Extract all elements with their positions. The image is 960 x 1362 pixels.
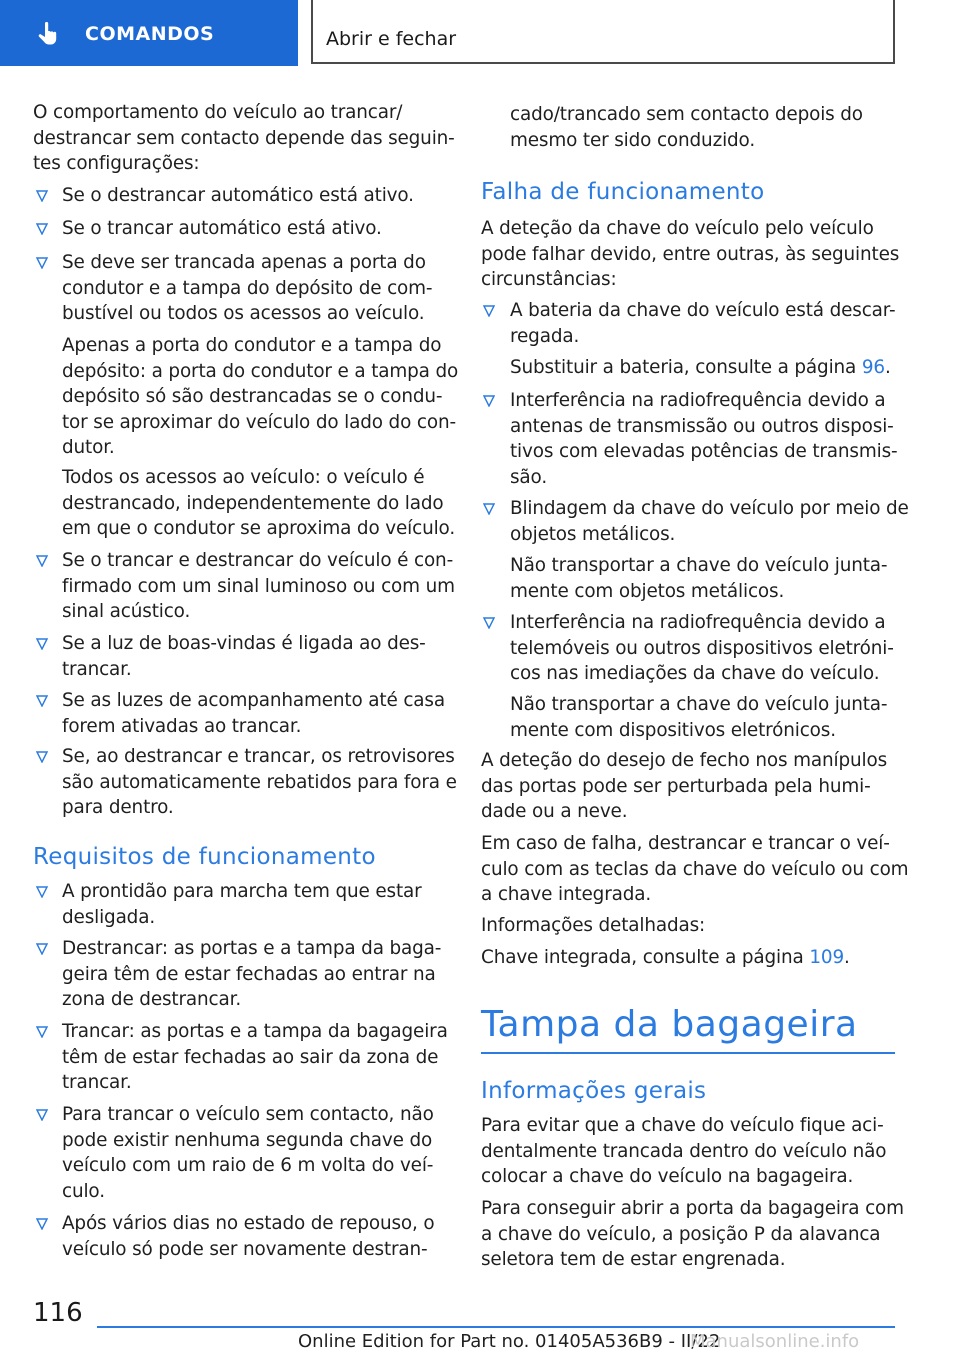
heading-requisitos: Requisitos de funcionamento [33, 844, 376, 870]
sub-paragraph-all-access: Todos os acessos ao veículo: o veículo é destrancado, independentemente do lado em que o condutor se aproxima do veículo. [62, 467, 456, 540]
triangle-bullet-icon [36, 555, 48, 567]
triangle-bullet-icon [36, 190, 48, 202]
page-number: 116 [33, 1298, 83, 1328]
list-item: Interferência na radiofrequência devido a antenas de transmissão ou outros disposi- tivos com elevadas potências de transmis- são. [510, 390, 898, 488]
list-item: Após vários dias no estado de repouso, o veículo só pode ser novamente destran- [62, 1213, 435, 1260]
list-item: Se as luzes de acompanhamento até casa forem ativadas ao trancar. [62, 690, 445, 737]
triangle-bullet-icon [36, 638, 48, 650]
triangle-bullet-icon [36, 1026, 48, 1038]
list-item: Blindagem da chave do veículo por meio de objetos metálicos. [510, 498, 909, 545]
triangle-bullet-icon [483, 503, 495, 515]
triangle-bullet-icon [483, 395, 495, 407]
info-paragraph-1: Para evitar que a chave do veículo fique aci- dentalmente trancada dentro do veículo não colocar a chave do veículo na bagageira. [481, 1115, 887, 1188]
triangle-bullet-icon [483, 305, 495, 317]
fallback-paragraph: Em caso de falha, destrancar e trancar o veí- culo com as teclas da chave do veículo ou com a chave integrada. [481, 833, 909, 906]
list-item: Se o trancar automático está ativo. [62, 218, 382, 239]
heading-falha: Falha de funcionamento [481, 179, 765, 205]
heading-informacoes: Informações gerais [481, 1078, 707, 1104]
section-title: Abrir e fechar [326, 28, 457, 50]
triangle-bullet-icon [36, 751, 48, 763]
triangle-bullet-icon [36, 223, 48, 235]
sub-paragraph-driver-only: Apenas a porta do condutor e a tampa do depósito: a porta do condutor e a tampa do depósito só são destrancadas se o condu- tor se aproximar do veículo do lado do con- dutor. [62, 335, 459, 459]
watermark: Manualsonline.info [690, 1331, 860, 1352]
list-item: Se deve ser trancada apenas a porta do condutor e a tampa do depósito de com- bustível ou todos os acessos ao veículo. [62, 252, 433, 325]
list-item: A bateria da chave do veículo está descar- regada. [510, 300, 896, 347]
triangle-bullet-icon [36, 1218, 48, 1230]
list-item: Se o destrancar automático está ativo. [62, 185, 414, 206]
list-item: Interferência na radiofrequência devido a telemóveis ou outros dispositivos eletróni- cos nas imediações da chave do veículo. [510, 612, 894, 685]
list-item: Para trancar o veículo sem contacto, não pode existir nenhuma segunda chave do veículo com um raio de 6 m volta do veí- culo. [62, 1104, 434, 1202]
chapter-tab-label: COMANDOS [85, 23, 215, 45]
list-item: Trancar: as portas e a tampa da bagageira têm de estar fechadas ao sair da zona de trancar. [62, 1021, 448, 1094]
fault-intro: A deteção da chave do veículo pelo veículo pode falhar devido, entre outras, às seguintes circunstâncias: [481, 218, 900, 291]
details-label: Informações detalhadas: [481, 915, 706, 936]
triangle-bullet-icon [36, 1109, 48, 1121]
triangle-bullet-icon [36, 695, 48, 707]
footer-rule [97, 1326, 895, 1328]
triangle-bullet-icon [36, 943, 48, 955]
chapter-rule [481, 1052, 895, 1054]
list-item: A prontidão para marcha tem que estar desligada. [62, 881, 422, 928]
door-handle-paragraph: A deteção do desejo de fecho nos manípulos das portas pode ser perturbada pela humi- dade ou a neve. [481, 750, 888, 823]
triangle-bullet-icon [36, 886, 48, 898]
page-link-109[interactable]: 109 [809, 947, 844, 968]
list-item: Se a luz de boas-vindas é ligada ao des- trancar. [62, 633, 426, 680]
triangle-bullet-icon [483, 617, 495, 629]
metal-objects-note: Não transportar a chave do veículo junta- mente com objetos metálicos. [510, 555, 888, 602]
list-item: Se, ao destrancar e trancar, os retrovisores são automaticamente rebatidos para fora e para dentro. [62, 746, 457, 819]
battery-note: Substituir a bateria, consulte a página 96. [510, 357, 891, 378]
list-item: Destrancar: as portas e a tampa da baga- geira têm de estar fechadas ao entrar na zona de destrancar. [62, 938, 442, 1011]
edition-text: Online Edition for Part no. 01405A536B9 - II/22 [298, 1331, 721, 1352]
continuation-text: cado/trancado sem contacto depois do mesmo ter sido conduzido. [510, 104, 863, 151]
info-paragraph-2: Para conseguir abrir a porta da bagageira com a chave do veículo, a posição P da alavanca seletora tem de estar engrenada. [481, 1198, 904, 1271]
list-item: Se o trancar e destrancar do veículo é con- firmado com um sinal luminoso ou com um sinal acústico. [62, 550, 455, 623]
electronic-devices-note: Não transportar a chave do veículo junta- mente com dispositivos eletrónicos. [510, 694, 888, 741]
chapter-heading: Tampa da bagageira [481, 1004, 858, 1045]
hand-pointer-icon [36, 22, 60, 46]
intro-paragraph: O comportamento do veículo ao trancar/ destrancar sem contacto depende das seguin- tes configurações: [33, 102, 455, 175]
page-link-96[interactable]: 96 [861, 357, 885, 378]
triangle-bullet-icon [36, 257, 48, 269]
chapter-tab [0, 0, 298, 66]
integrated-key-reference: Chave integrada, consulte a página 109. [481, 947, 850, 968]
